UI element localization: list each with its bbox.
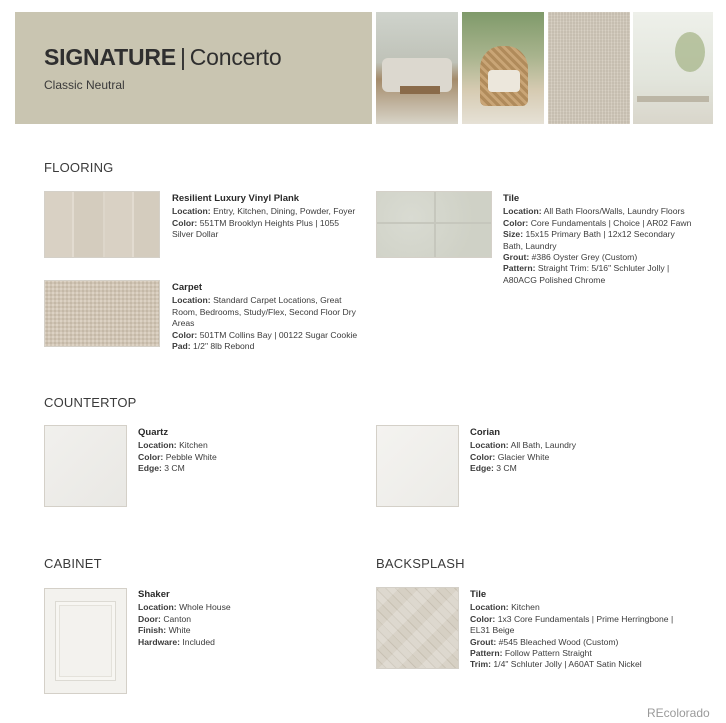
- brand-name: SIGNATURE: [44, 44, 176, 70]
- carpet-color: 501TM Collins Bay | 00122 Sugar Cookie: [199, 329, 358, 340]
- corian-location: All Bath, Laundry: [510, 440, 577, 451]
- lvp-name: Resilient Luxury Vinyl Plank: [172, 193, 300, 204]
- backsplash-tile-spec: Tile Location: Kitchen Color: 1x3 Core Fundamentals | Prime Herringbone | EL31 Beige Grout: #545 Bleached Wood (Custom) Pattern: Follow Pattern Straight Trim: 1/4" Schluter Jolly | A60AT Satin Nickel: [470, 589, 690, 671]
- page-title: [44, 44, 281, 71]
- backsplash-tile-pattern: Follow Pattern Straight: [504, 648, 592, 659]
- quartz-edge: 3 CM: [164, 463, 185, 474]
- shaker-location: Whole House: [179, 602, 231, 613]
- floor-tile-swatch: [376, 191, 492, 258]
- floor-tile-name: Tile: [503, 193, 520, 204]
- floor-tile-location: All Bath Floors/Walls, Laundry Floors: [543, 206, 685, 217]
- backsplash-tile-location: Kitchen: [511, 602, 540, 613]
- floor-tile-size: 15x15 Primary Bath | 12x12 Secondary Bath, Laundry: [503, 229, 675, 251]
- floor-tile-color: Core Fundamentals | Choice | AR02 Fawn: [530, 217, 692, 228]
- lvp-spec: Resilient Luxury Vinyl Plank Location: Entry, Kitchen, Dining, Powder, Foyer Color: 551TM Brooklyn Heights Plus | 1055 Silver Dollar: [172, 193, 362, 241]
- floor-tile-pattern: Straight Trim: 5/16" Schluter Jolly | A80ACG Polished Chrome: [503, 263, 670, 285]
- floor-tile-grout: #386 Oyster Grey (Custom): [531, 252, 638, 263]
- carpet-location: Standard Carpet Locations, Great Room, Bedrooms, Study/Flex, Second Floor Dry Areas: [172, 295, 356, 329]
- carpet-name: Carpet: [172, 282, 203, 293]
- cabinet-heading: CABINET: [44, 556, 102, 571]
- carpet-spec: Carpet Location: Standard Carpet Locations, Great Room, Bedrooms, Study/Flex, Second Floor Dry Areas Color: 501TM Collins Bay | 00122 Sugar Cookie Pad: 1/2" 8lb Rebond: [172, 282, 362, 352]
- backsplash-tile-swatch: [376, 587, 459, 669]
- corian-name: Corian: [470, 427, 501, 438]
- lvp-color: 551TM Brooklyn Heights Plus | 1055 Silver Dollar: [172, 217, 340, 240]
- backsplash-tile-color: 1x3 Core Fundamentals | Prime Herringbone | EL31 Beige: [470, 613, 674, 636]
- quartz-location: Kitchen: [179, 440, 208, 451]
- quartz-color: Pebble White: [165, 451, 217, 462]
- shaker-name: Shaker: [138, 589, 170, 600]
- window-plant-photo: [633, 12, 713, 124]
- shaker-cabinet-swatch: [44, 588, 127, 694]
- corian-edge: 3 CM: [496, 463, 517, 474]
- corian-color: Glacier White: [497, 451, 550, 462]
- backsplash-heading: BACKSPLASH: [376, 556, 465, 571]
- title-separator: |: [179, 44, 186, 70]
- shaker-spec: Shaker Location: Whole House Door: Canton Finish: White Hardware: Included: [138, 589, 338, 648]
- lvp-location: Entry, Kitchen, Dining, Powder, Foyer: [213, 206, 356, 217]
- page-subtitle: Classic Neutral: [44, 78, 125, 92]
- backsplash-tile-trim: 1/4" Schluter Jolly | A60AT Satin Nickel: [493, 659, 642, 670]
- quartz-name: Quartz: [138, 427, 169, 438]
- lvp-swatch: [44, 191, 160, 258]
- countertop-heading: COUNTERTOP: [44, 395, 137, 410]
- quartz-swatch: [44, 425, 127, 507]
- corian-swatch: [376, 425, 459, 507]
- living-room-photo: [376, 12, 458, 124]
- collection-name: Concerto: [189, 44, 282, 70]
- carpet-pad: 1/2" 8lb Rebond: [193, 341, 255, 352]
- carpet-swatch: [44, 280, 160, 347]
- recolorado-watermark: REcolorado: [647, 706, 710, 720]
- shaker-finish: White: [168, 625, 191, 636]
- flooring-heading: FLOORING: [44, 160, 114, 175]
- floor-tile-spec: Tile Location: All Bath Floors/Walls, Laundry Floors Color: Core Fundamentals | Choice | AR02 Fawn Size: 15x15 Primary Bath | 12x12 Secondary Bath, Laundry Grout: #386 Oyster Grey (Custom) Pattern: Straight Trim: 5/16" Schluter Jolly | A80ACG Polished Chrome: [503, 193, 692, 285]
- fabric-texture-photo: [548, 12, 630, 124]
- shaker-door: Canton: [163, 613, 192, 624]
- quartz-spec: Quartz Location: Kitchen Color: Pebble White Edge: 3 CM: [138, 427, 338, 475]
- shaker-hardware: Included: [182, 636, 215, 647]
- backsplash-tile-grout: #545 Bleached Wood (Custom): [498, 636, 619, 647]
- backsplash-tile-name: Tile: [470, 589, 487, 600]
- corian-spec: Corian Location: All Bath, Laundry Color: Glacier White Edge: 3 CM: [470, 427, 670, 475]
- rattan-chair-photo: [462, 12, 544, 124]
